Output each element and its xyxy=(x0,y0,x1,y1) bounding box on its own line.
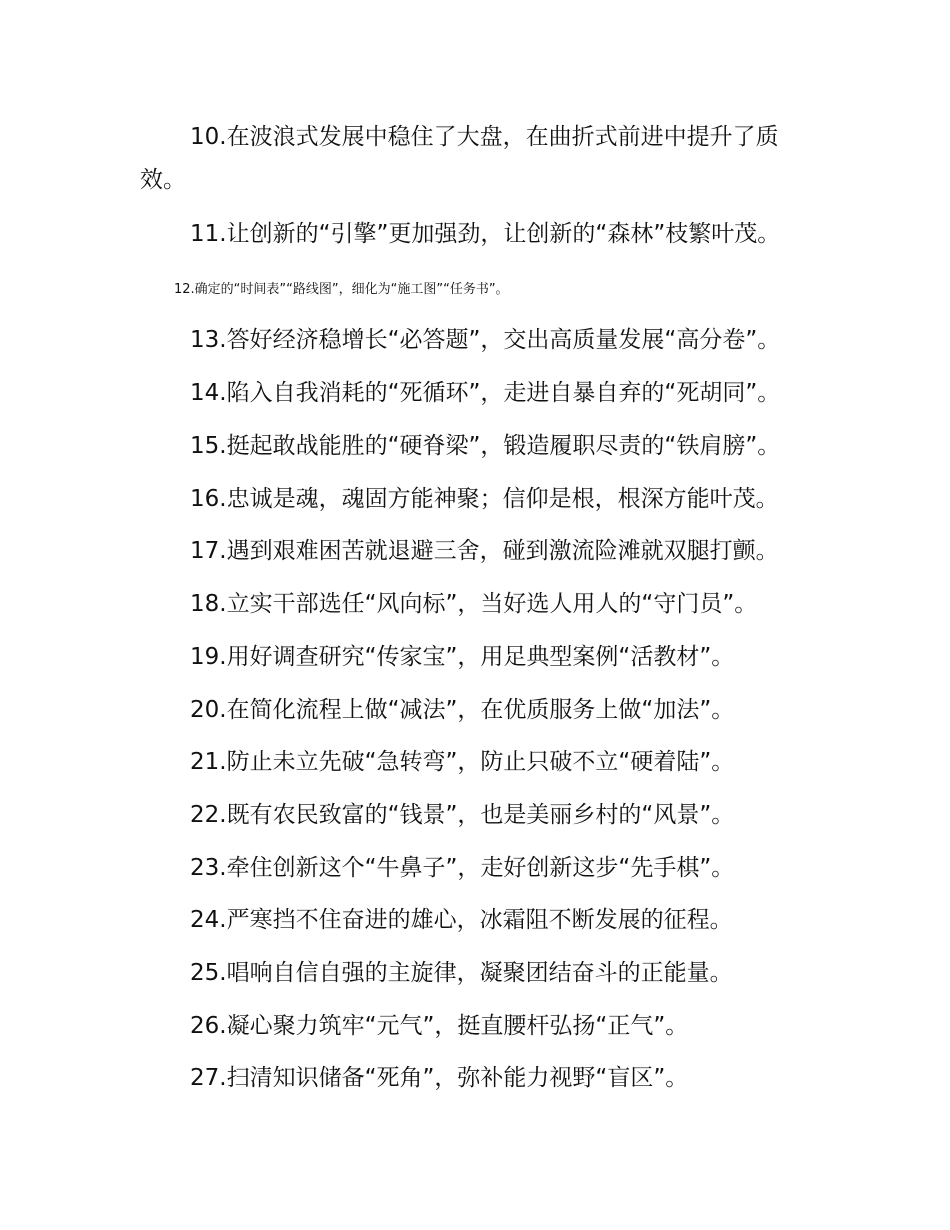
paragraph-16: 16.忠诚是魂，魂固方能神聚；信仰是根，根深方能叶茂。 xyxy=(190,486,779,512)
paragraph-23: 23.牵住创新这个“牛鼻子”，走好创新这步“先手棋”。 xyxy=(190,855,735,881)
paragraph-17: 17.遇到艰难困苦就退避三舍，碰到激流险滩就双腿打颤。 xyxy=(190,538,779,564)
paragraph-20: 20.在简化流程上做“减法”，在优质服务上做“加法”。 xyxy=(190,697,735,723)
paragraph-24: 24.严寒挡不住奋进的雄心，冰霜阻不断发展的征程。 xyxy=(190,907,733,933)
paragraph-13: 13.答好经济稳增长“必答题”，交出高质量发展“高分卷”。 xyxy=(190,327,781,353)
paragraph-26: 26.凝心聚力筑牢“元气”，挺直腰杆弘扬“正气”。 xyxy=(190,1013,689,1039)
paragraph-11: 11.让创新的“引擎”更加强劲，让创新的“森林”枝繁叶茂。 xyxy=(190,221,781,247)
paragraph-14: 14.陷入自我消耗的“死循环”，走进自暴自弃的“死胡同”。 xyxy=(190,380,781,406)
paragraph-19: 19.用好调查研究“传家宝”，用足典型案例“活教材”。 xyxy=(190,644,735,670)
paragraph-15: 15.挺起敢战能胜的“硬脊梁”，锻造履职尽责的“铁肩膀”。 xyxy=(190,433,781,459)
paragraph-21: 21.防止未立先破“急转弯”，防止只破不立“硬着陆”。 xyxy=(190,749,735,775)
paragraph-25: 25.唱响自信自强的主旋律，凝聚团结奋斗的正能量。 xyxy=(190,960,733,986)
paragraph-22: 22.既有农民致富的“钱景”，也是美丽乡村的“风景”。 xyxy=(190,802,735,828)
paragraph-27: 27.扫清知识储备“死角”，弥补能力视野“盲区”。 xyxy=(190,1065,689,1091)
paragraph-18: 18.立实干部选任“风向标”，当好选人用人的“守门员”。 xyxy=(190,591,758,617)
paragraph-10: 10.在波浪式发展中稳住了大盘，在曲折式前进中提升了质效。 xyxy=(140,124,779,193)
paragraph-12: 12.确定的“时间表”“路线图”，细化为“施工图”“任务书”。 xyxy=(174,282,509,297)
